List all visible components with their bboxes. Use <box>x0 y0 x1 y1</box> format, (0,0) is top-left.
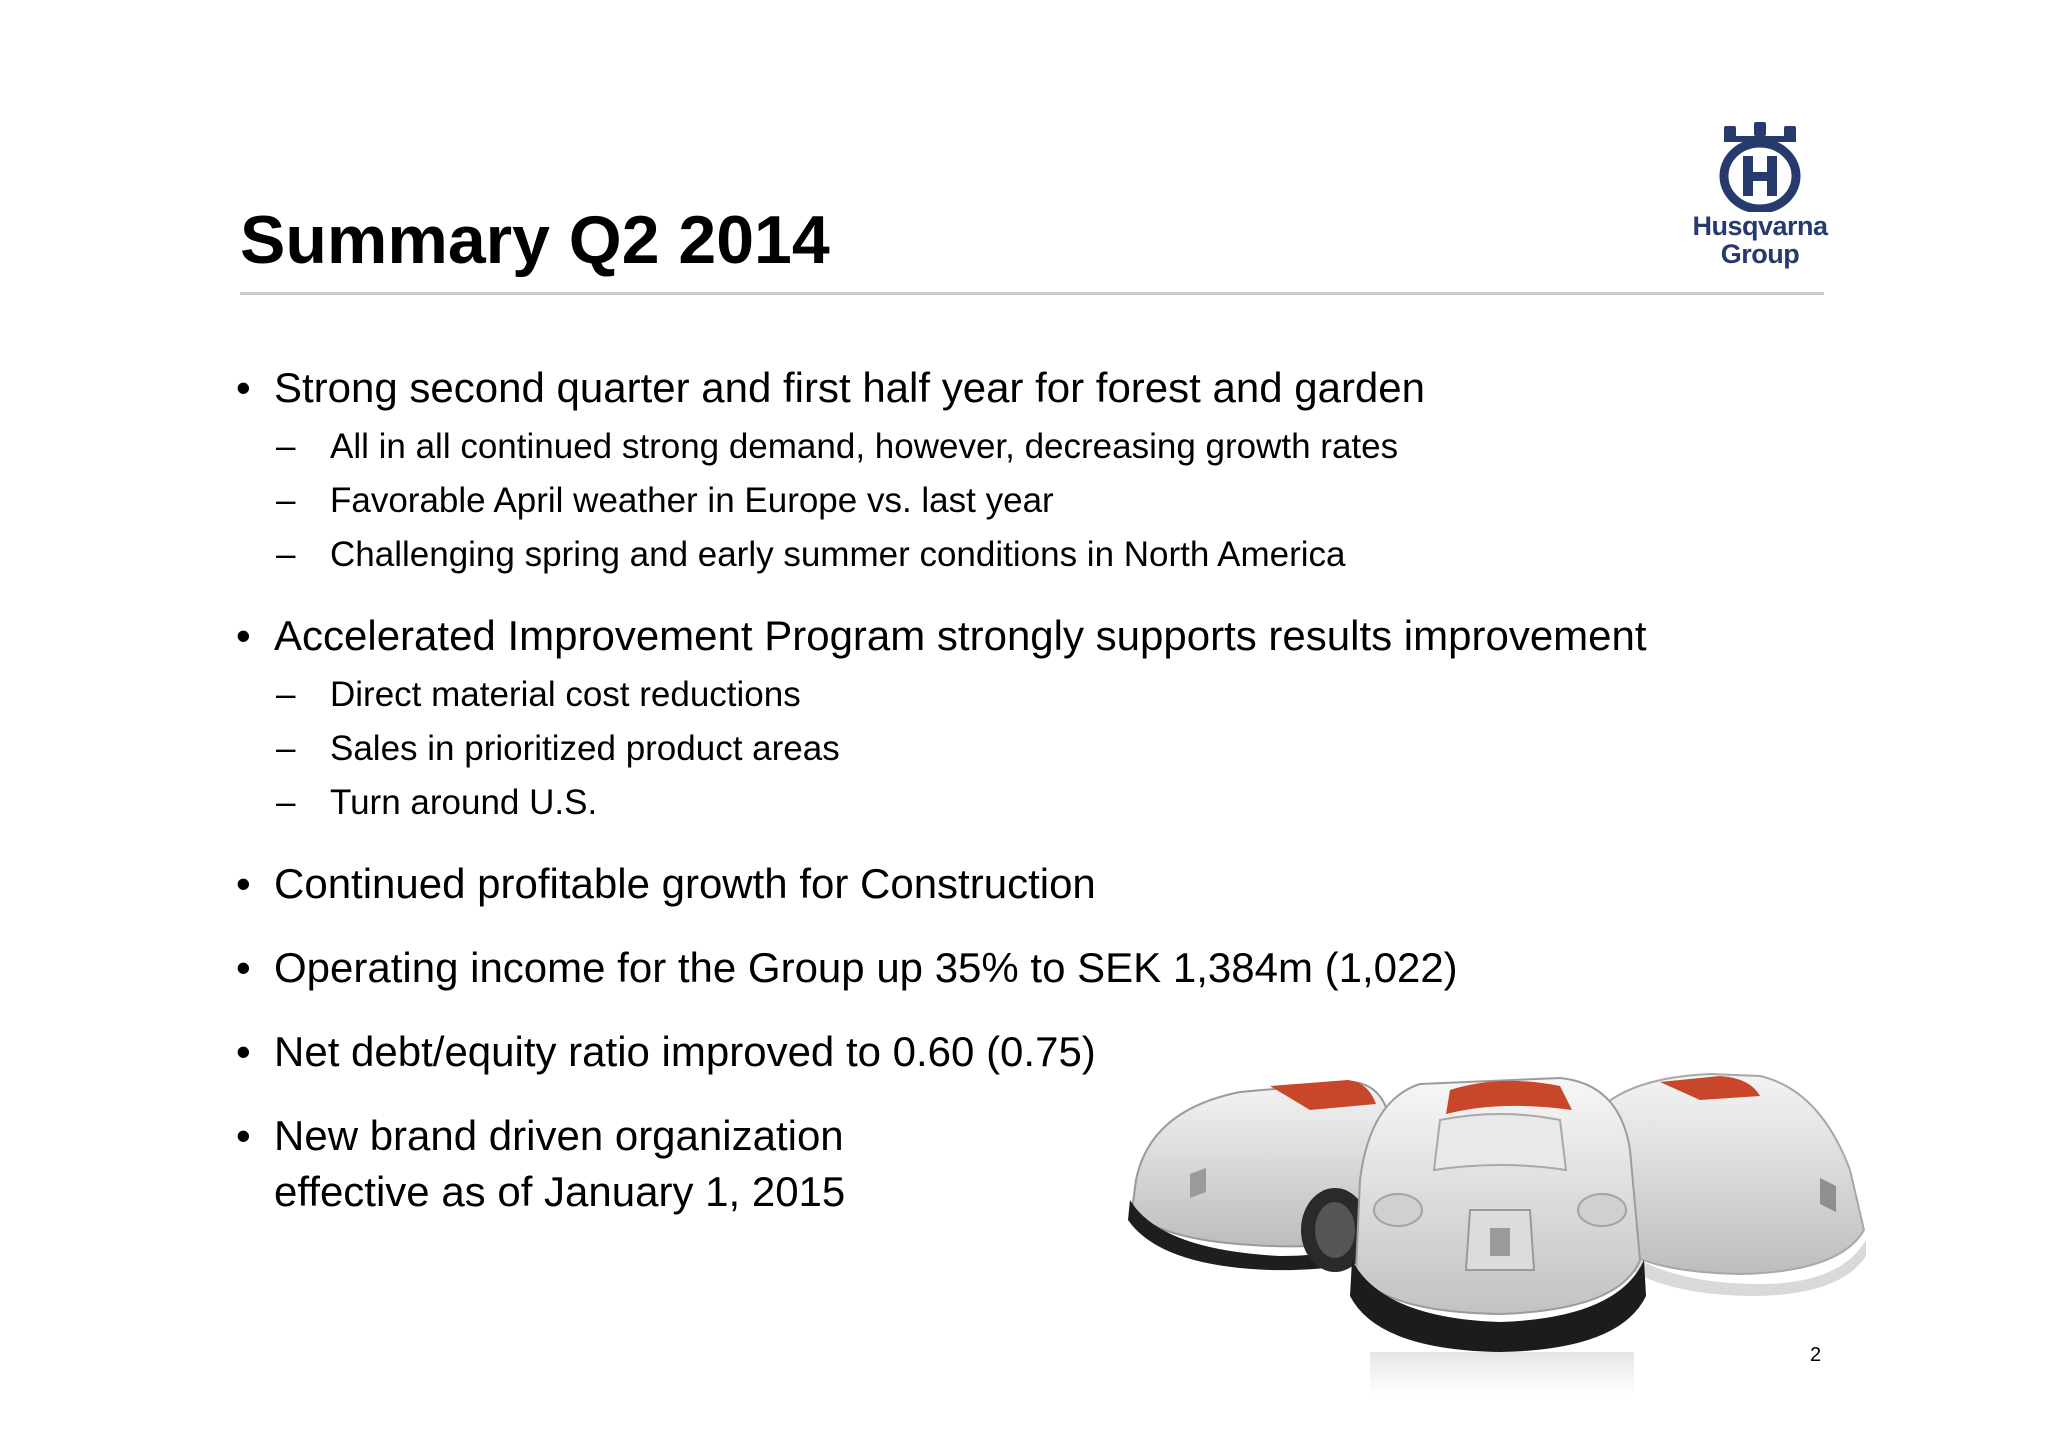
bullet-item: • Operating income for the Group up 35% to SEK 1,384m (1,022) <box>232 940 1792 996</box>
mower-center <box>1350 1078 1646 1396</box>
bullet-item: • Continued profitable growth for Construction <box>232 856 1792 912</box>
bullet-item: • Accelerated Improvement Program strongly supports results improvement <box>232 608 1792 664</box>
bullet-item: • Strong second quarter and first half year for forest and garden <box>232 360 1792 416</box>
sub-bullet-item: – Direct material cost reductions <box>232 668 1792 722</box>
husqvarna-group-logo <box>1688 120 1832 268</box>
sub-bullet-item: – All in all continued strong demand, however, decreasing growth rates <box>232 420 1792 474</box>
slide-title: Summary Q2 2014 <box>240 202 830 278</box>
logo-text-line1: Husqvarna <box>1692 211 1828 241</box>
husqvarna-crown-h-icon <box>1718 120 1802 212</box>
bullet-line: • New brand driven organization <box>274 1112 844 1159</box>
bullet-line: effective as of January 1, 2015 <box>274 1168 846 1215</box>
robotic-lawnmowers-image <box>1120 1060 1900 1400</box>
bullet-item: • Net debt/equity ratio improved to 0.60 (0.75) <box>232 1024 1792 1080</box>
sub-bullet-item: – Turn around U.S. <box>232 776 1792 830</box>
sub-bullet-item: – Sales in prioritized product areas <box>232 722 1792 776</box>
page-number: 2 <box>1810 1344 1822 1366</box>
sub-bullet-item: – Challenging spring and early summer conditions in North America <box>232 528 1792 582</box>
title-divider <box>240 292 1824 295</box>
logo-text-line2: Group <box>1720 239 1800 269</box>
sub-bullet-item: – Favorable April weather in Europe vs. last year <box>232 474 1792 528</box>
